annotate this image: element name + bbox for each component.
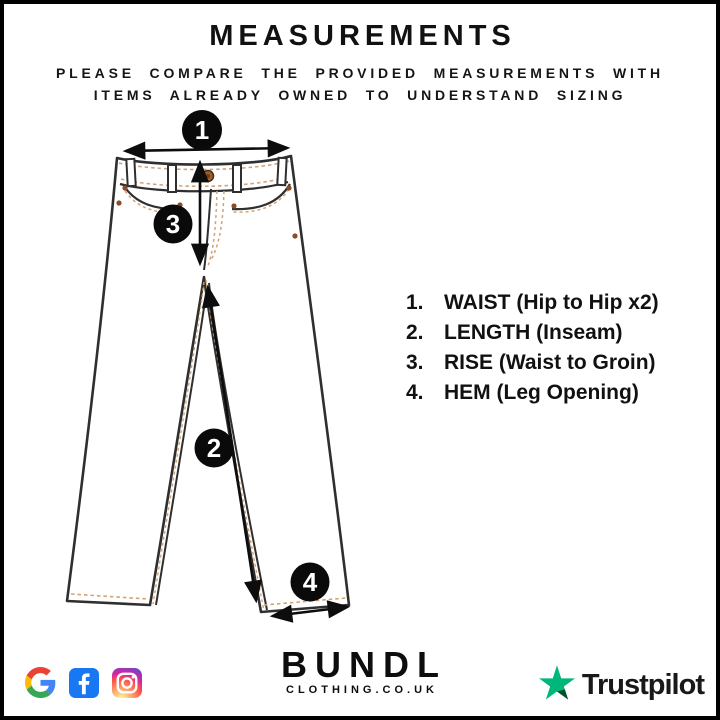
instagram-icon	[112, 668, 142, 698]
legend-label: HEM (Leg Opening)	[444, 381, 639, 404]
subtitle-line-2: ITEMS ALREADY OWNED TO UNDERSTAND SIZING	[93, 87, 627, 103]
social-icons	[25, 667, 142, 698]
legend-number: 3.	[406, 351, 424, 374]
trustpilot-logo	[539, 665, 704, 705]
legend-item-rise	[406, 351, 659, 381]
brand-name: BUNDL	[281, 644, 447, 685]
subtitle-line-1: PLEASE COMPARE THE PROVIDED MEASUREMENTS WITH	[56, 65, 664, 81]
legend-number: 2.	[406, 321, 424, 344]
marker-number-3: 3	[165, 209, 181, 239]
legend-number: 1.	[406, 291, 424, 314]
measurement-legend	[406, 291, 659, 411]
legend-label: WAIST (Hip to Hip x2)	[444, 291, 659, 314]
facebook-icon	[69, 668, 99, 698]
legend-label: LENGTH (Inseam)	[444, 321, 623, 344]
google-icon	[25, 667, 56, 698]
brand-tagline: CLOTHING.CO.UK	[286, 684, 438, 696]
legend-item-length	[406, 321, 659, 351]
marker-number-2: 2	[206, 433, 222, 463]
legend-item-hem	[406, 381, 659, 411]
trustpilot-star-icon	[539, 665, 575, 705]
jeans-button-center	[206, 174, 210, 178]
legend-label: RISE (Waist to Groin)	[444, 351, 656, 374]
marker-number-4: 4	[302, 567, 318, 597]
jeans-outline	[67, 156, 349, 612]
legend-item-waist	[406, 291, 659, 321]
page-title: MEASUREMENTS	[209, 20, 516, 52]
trustpilot-label: Trustpilot	[581, 668, 704, 701]
legend-number: 4.	[406, 381, 424, 404]
marker-number-1: 1	[194, 115, 210, 145]
brand-logo	[273, 644, 447, 696]
